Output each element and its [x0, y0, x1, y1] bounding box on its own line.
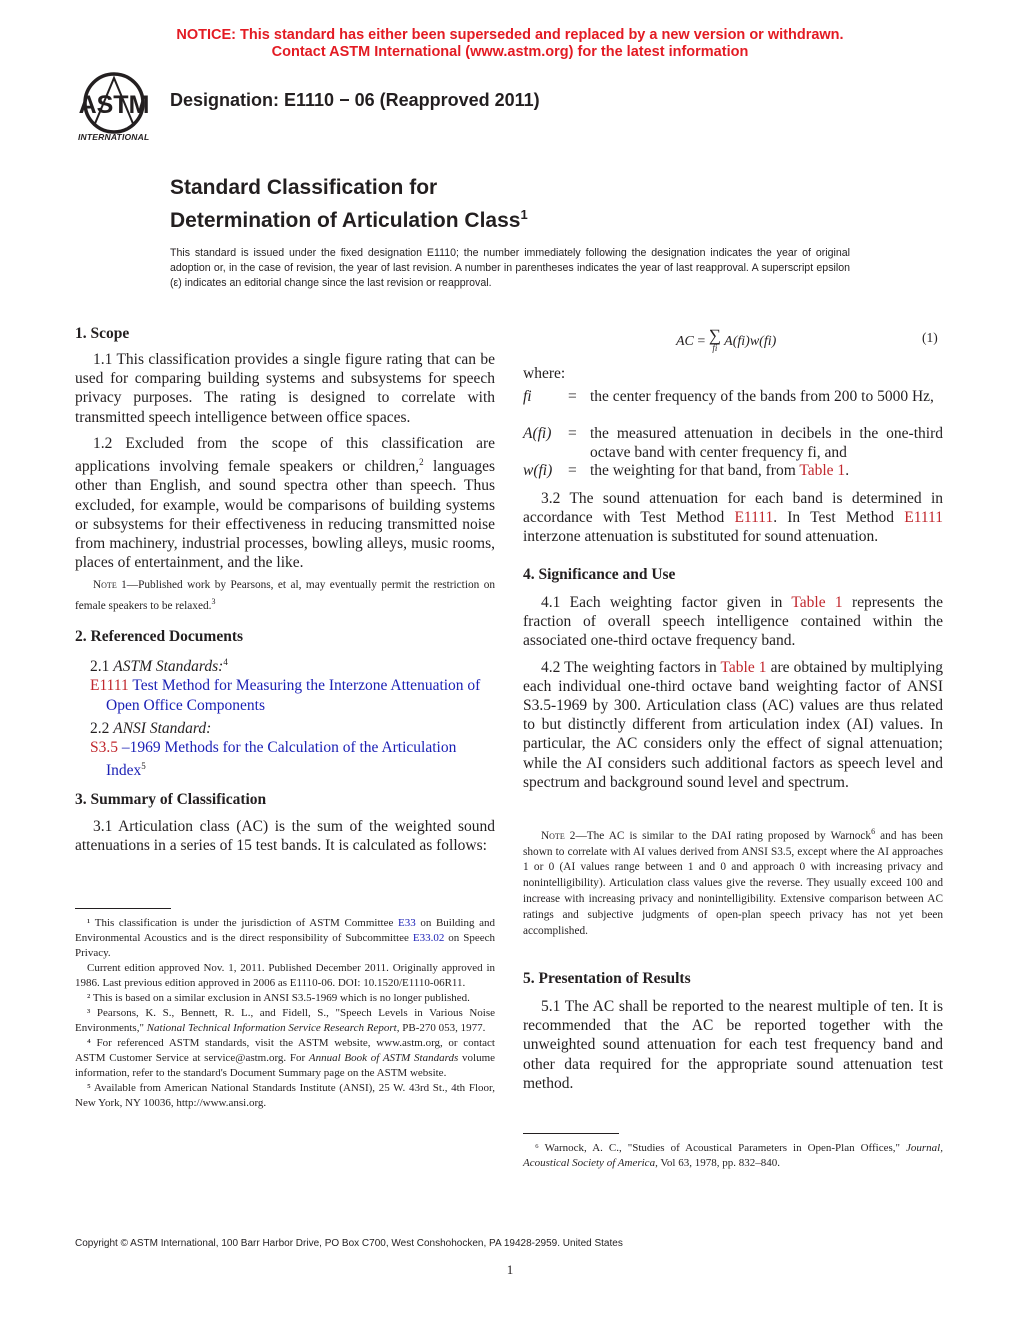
paragraph-4-2-b: are obtained by multiplying each individual one-third octave band weighting factor of ANSI S3.5-1969 by 300. Articulation class (AC) values are thus related to but distinctly different from articulation index (AI) values. In particular, the AC considers only the effect of signal attenuation; while the AI considers such additional factors as speech level and spectrum and background sound level and spectrum.	[523, 658, 943, 791]
equation-number: (1)	[922, 330, 938, 345]
link-s3-5-title[interactable]: –1969 Methods for the Calculation of the Articulation Index	[106, 738, 457, 780]
def-eq-afi: =	[568, 425, 577, 442]
footnote-3	[75, 1006, 495, 1036]
paragraph-3-2	[523, 489, 943, 547]
footnote-ref-5[interactable]: 5	[141, 761, 146, 772]
equation-sum	[708, 326, 721, 354]
withdrawal-notice	[0, 27, 1020, 61]
paragraph-3-2-b: . In Test Method	[773, 509, 905, 527]
paragraph-1-2-b: languages other than English, and sound spectra other than speech. Thus excluded, for example, would be comparisons of building systems or subsystems for their effectiveness in reducing transmitted noise from machinery, industrial processes, bowling alleys, music rooms, places of entertainment, and the like.	[75, 458, 495, 572]
footnote-5: ⁵ Available from American National Standards Institute (ANSI), 25 W. 43rd St., 4th Floor, New York, NY 10036, http://www.ansi.org.	[75, 1082, 495, 1109]
link-table-1-4-1[interactable]: Table 1	[791, 594, 843, 611]
title-footnote-ref[interactable]: 1	[520, 207, 528, 222]
reference-e1111	[75, 676, 495, 714]
footnote-rule-right	[523, 1133, 619, 1134]
footnote-2: ² This is based on a similar exclusion in ANSI S3.5-1969 which is no longer published.	[87, 992, 470, 1004]
paragraph-2-1	[75, 653, 495, 676]
link-table-1-4-2[interactable]: Table 1	[720, 658, 767, 676]
equation-rhs: A(fi)w(fi)	[724, 334, 777, 349]
issuance-note: This standard is issued under the fixed designation E1110; the number immediately following the designation indicates the year of original adoption or, in the case of revision, the year of last revision. A number in parentheses indicates the year of last reapproval. A superscript epsilon (ε) indicates an editorial change since the last revision or reapproval.	[170, 247, 850, 290]
footnotes-right	[523, 1141, 943, 1171]
footnote-4-italic: Annual Book of ASTM Standards	[308, 1052, 459, 1064]
paragraph-3-1: 3.1 Articulation class (AC) is the sum of the weighted sound attenuations in a series of 15 test bands. It is calculated as follows:	[75, 818, 495, 855]
paragraph-2-2-num: 2.2	[90, 719, 114, 737]
footnote-rule-left	[75, 908, 171, 909]
equation-equals: =	[693, 334, 709, 349]
note-2	[523, 824, 943, 939]
note-1-number: 1—	[116, 579, 139, 591]
note-2-a: The AC is similar to the DAI rating proposed by Warnock	[586, 829, 872, 842]
def-eq-wfi: =	[568, 462, 577, 479]
footnote-6-b: , Vol 63, 1978, pp. 832–840.	[655, 1157, 780, 1169]
logo-wordmark: INTERNATIONAL	[78, 132, 150, 142]
section-5-heading: 5. Presentation of Results	[523, 970, 691, 987]
footnote-ref-3[interactable]: 3	[211, 596, 216, 606]
link-table-1-def[interactable]: Table 1	[799, 462, 846, 479]
def-sym-afi: A(fi)	[523, 425, 552, 442]
link-e33-02[interactable]: E33.02	[412, 932, 445, 944]
paragraph-4-1-b: represents the fraction of overall speech intelligence contained within the associated one-third octave frequency band.	[523, 594, 943, 650]
notice-line-2: Contact ASTM International (www.astm.org) for the latest information	[271, 44, 749, 60]
footnote-3-a: ³ Pearsons, K. S., Bennett, R. L., and Fidell, S., "Speech Levels in Various Noise Environments,"	[75, 1007, 495, 1034]
equation-1	[676, 326, 777, 354]
section-3-body	[75, 817, 495, 855]
def-sym-fi: fi	[523, 388, 532, 405]
def-sym-wfi: w(fi)	[523, 462, 553, 479]
footnote-4-a: ⁴ For referenced ASTM standards, visit the ASTM website, www.astm.org, or contact ASTM Customer Service at service@astm.org. For	[75, 1037, 495, 1064]
paragraph-4-2	[523, 658, 943, 792]
section-4-heading: 4. Significance and Use	[523, 566, 676, 583]
paragraph-4-1-a: 4.1 Each weighting factor given in	[541, 594, 792, 611]
def-text-fi: the center frequency of the bands from 200 to 5000 Hz,	[590, 388, 934, 405]
designation: Designation: E1110 − 06 (Reapproved 2011)	[170, 90, 540, 110]
link-e1111-title[interactable]: Test Method for Measuring the Interzone Attenuation of Open Office Components	[106, 677, 481, 714]
footnote-1	[75, 916, 495, 961]
section-3-heading: 3. Summary of Classification	[75, 791, 267, 808]
section-2-body	[75, 653, 495, 781]
footnote-ref-4[interactable]: 4	[223, 657, 228, 667]
footnote-6	[523, 1141, 943, 1171]
ansi-standard-label: ANSI Standard:	[113, 719, 212, 737]
note-2-label: Note	[541, 829, 565, 842]
footnote-ref-6[interactable]: 6	[871, 827, 876, 836]
link-s3-5[interactable]: S3.5	[90, 738, 118, 756]
footnote-6-a: ⁶ Warnock, A. C., "Studies of Acoustical Parameters in Open-Plan Offices,"	[535, 1142, 907, 1154]
note-2-b: and has been shown to correlate with AI values derived from ANSI S3.5, except where the AI approaches 1 or 0 (AI values range between 1 and 0 and approach 0 with increasing privacy and nonintelligibility). Articulation class values give the reverse. They usually exceed 100 and increase with increasing privacy and nonintelligibility. Extensive comparison between AC ratings and subjective judgments of open-plan speech privacy has not yet been accomplished.	[523, 829, 943, 937]
paragraph-4-1	[523, 593, 943, 651]
notice-line-1: NOTICE: This standard has either been superseded and replaced by a new version or withdrawn.	[176, 27, 844, 43]
astm-logo	[72, 70, 164, 146]
def-text-afi: the measured attenuation in decibels in the one-third octave band with center frequency fi, and	[590, 425, 943, 462]
section-4-body	[523, 593, 943, 792]
section-1-heading: 1. Scope	[75, 325, 130, 342]
link-e1111-3-2b[interactable]: E1111	[904, 509, 943, 527]
paragraph-1-2	[75, 434, 495, 573]
where-label: where:	[523, 365, 566, 382]
section-2-heading: 2. Referenced Documents	[75, 628, 244, 645]
page-number: 1	[506, 1262, 514, 1277]
logo-letters: ASTM	[78, 91, 150, 119]
footnote-4	[75, 1036, 495, 1081]
footnote-1-a: ¹ This classification is under the jurisdiction of ASTM Committee	[87, 917, 398, 929]
footnote-1-edition: Current edition approved Nov. 1, 2011. Published December 2011. Originally approved in 1986. Last previous edition approved in 2006 as E1110-06. DOI: 10.1520/E1110-06R11.	[75, 962, 495, 989]
section-1-body	[75, 350, 495, 572]
link-e33[interactable]: E33	[397, 917, 416, 929]
footnote-4-b: volume information, refer to the standard's Document Summary page on the ASTM website.	[75, 1052, 496, 1079]
paragraph-2-2	[75, 719, 495, 738]
link-e1111[interactable]: E1111	[90, 677, 129, 695]
paragraph-3-2-block	[523, 489, 943, 547]
footnote-1-b: on Building and Environmental Acoustics and is the direct responsibility of Subcommittee	[75, 917, 495, 944]
link-e1111-3-2a[interactable]: E1111	[734, 509, 774, 527]
sum-sign: ∑	[708, 326, 721, 345]
footnote-3-italic: National Technical Information Service Research Report	[146, 1022, 397, 1034]
paragraph-1-1: 1.1 This classification provides a single figure rating that can be used for comparing building systems and subsystems for speech privacy purposes. The rating is designed to correlate with transmitted speech intelligence between office spaces.	[75, 351, 495, 426]
paragraph-1-2-a: 1.2 Excluded from the scope of this classification are applications involving female speakers or children,	[75, 434, 495, 476]
note-1-text: Published work by Pearsons, et al, may eventually permit the restriction on female speakers to be relaxed.	[75, 579, 495, 612]
note-1-label: Note	[93, 579, 117, 591]
def-text-wfi-a: the weighting for that band, from	[590, 462, 800, 479]
footnote-ref-2[interactable]: 2	[419, 457, 424, 468]
note-1	[75, 578, 495, 614]
def-eq-fi: =	[568, 388, 577, 405]
paragraph-2-1-num: 2.1	[90, 658, 114, 676]
reference-s3-5	[75, 738, 495, 781]
sum-index: fi	[712, 343, 718, 353]
footnotes-left	[75, 916, 495, 1111]
paragraph-3-2-c: interzone attenuation is substituted for sound attenuation.	[523, 528, 879, 546]
paragraph-3-2-a: 3.2 The sound attenuation for each band is determined in accordance with Test Method	[523, 490, 943, 527]
paragraph-5-1: 5.1 The AC shall be reported to the nearest multiple of ten. It is recommended that the AC be reported together with the unweighted sound attenuation for each test frequency band and other data required for the appropriate sound attenuation test method.	[523, 998, 943, 1092]
def-text-wfi	[590, 461, 943, 480]
footnote-6-italic: Journal, Acoustical Society of America	[523, 1142, 943, 1169]
def-text-wfi-tail: .	[845, 462, 850, 479]
note-2-number: 2—	[564, 829, 587, 842]
equation-lhs: AC	[676, 334, 694, 349]
section-5-body	[523, 997, 943, 1093]
document-title	[170, 174, 528, 234]
title-line-2	[170, 201, 528, 234]
copyright-footer: Copyright © ASTM International, 100 Barr Harbor Drive, PO Box C700, West Conshohocken, PA 19428-2959. United States	[75, 1238, 623, 1249]
footnote-3-b: , PB-270 053, 1977.	[396, 1022, 486, 1034]
footnote-1-c: on Speech Privacy.	[75, 932, 495, 959]
paragraph-4-2-a: 4.2 The weighting factors in	[541, 658, 721, 676]
title-line-2-text: Determination of Articulation Class	[170, 209, 521, 232]
title-line-1: Standard Classification for	[170, 176, 438, 199]
astm-standards-label: ASTM Standards:	[113, 658, 224, 676]
